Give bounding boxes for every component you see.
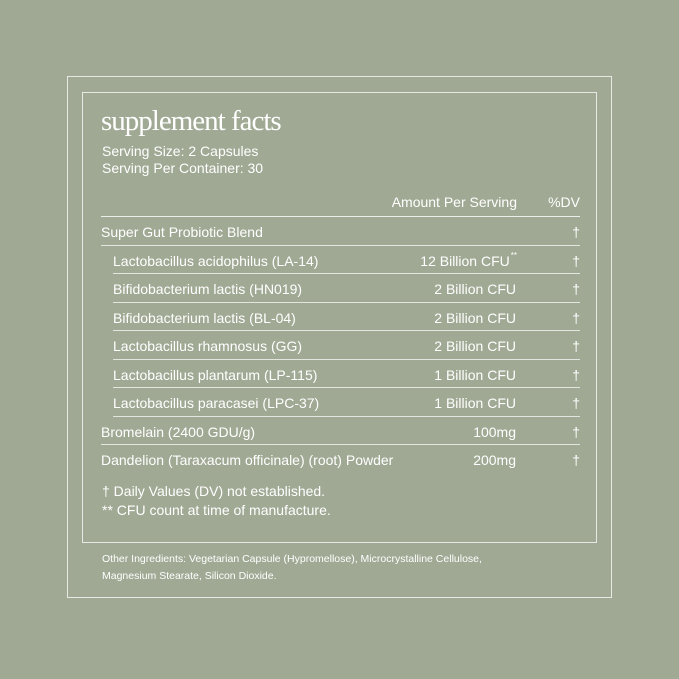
row-dv: †	[572, 366, 580, 383]
table-row	[113, 360, 580, 389]
row-amount: 2 Billion CFU	[434, 281, 516, 297]
table-row	[101, 445, 580, 474]
row-label: Lactobacillus plantarum (LP-115)	[113, 366, 318, 383]
table-row	[113, 331, 580, 360]
row-amount	[516, 224, 517, 240]
row-amount: 2 Billion CFU	[434, 309, 516, 326]
row-amount: 200mg	[473, 452, 516, 468]
row-dv: †	[572, 252, 580, 269]
serving-size: Serving Size: 2 Capsules	[102, 143, 259, 159]
serving-per-container: Serving Per Container: 30	[102, 160, 264, 176]
panel-title: supplement facts	[101, 105, 281, 137]
row-label: Lactobacillus paracasei (LPC-37)	[113, 395, 320, 411]
row-amount: 2 Billion CFU	[434, 338, 516, 354]
table-row	[113, 246, 580, 275]
other-ingredients: Other Ingredients: Vegetarian Capsule (Hypromellose), Microcrystalline Cellulose, Magnesium Stearate, Silicon Dioxide.	[102, 553, 482, 582]
row-label: Bifidobacterium lactis (BL-04)	[113, 309, 296, 326]
row-dv: †	[572, 309, 580, 326]
header-amount-per-serving: Amount Per Serving	[391, 194, 517, 210]
row-dv: †	[572, 338, 580, 354]
row-amount: 1 Billion CFU	[434, 366, 516, 383]
footnote-cfu: ** CFU count at time of manufacture.	[102, 502, 331, 518]
table-row	[113, 388, 580, 417]
row-amount: 12 Billion CFU**	[420, 250, 517, 269]
row-label: Bifidobacterium lactis (HN019)	[113, 281, 303, 297]
row-dv: †	[572, 423, 580, 440]
row-label: Dandelion (Taraxacum officinale) (root) Powder	[101, 452, 394, 468]
row-dv: †	[572, 224, 580, 240]
row-label: Lactobacillus acidophilus (LA-14)	[113, 252, 319, 269]
table-row	[101, 217, 580, 246]
table-row	[113, 274, 580, 303]
header-daily-value: %DV	[548, 194, 580, 210]
row-dv: †	[572, 395, 580, 411]
table-row	[113, 303, 580, 332]
table-header	[101, 187, 580, 217]
row-amount: 1 Billion CFU	[434, 395, 516, 411]
row-amount: 100mg	[473, 423, 516, 440]
row-label: Bromelain (2400 GDU/g)	[101, 423, 256, 440]
row-label: Super Gut Probiotic Blend	[101, 224, 263, 240]
footnote-daily-values: † Daily Values (DV) not established.	[102, 483, 326, 499]
table-row	[101, 417, 580, 446]
row-label: Lactobacillus rhamnosus (GG)	[113, 338, 303, 354]
row-dv: †	[572, 452, 580, 468]
row-dv: †	[572, 281, 580, 297]
